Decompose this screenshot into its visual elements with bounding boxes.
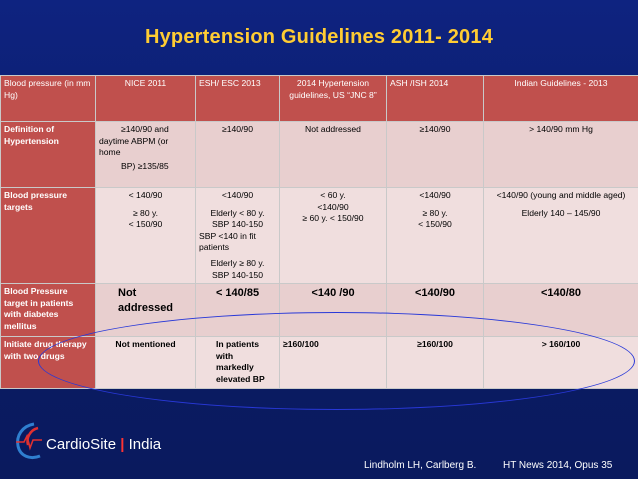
targets-esh-a: <140/90 [221, 190, 254, 200]
targets-label: Blood pressure targets [1, 188, 96, 284]
header-nice: NICE 2011 [96, 76, 196, 122]
diabetes-label: Blood Pressure target in patients with diabetes mellitus [1, 284, 96, 337]
targets-nice-a: < 140/90 [128, 190, 163, 200]
targets-nice-c: < 150/90 [128, 219, 163, 230]
targets-ash [387, 188, 484, 284]
definition-esh: ≥140/90 [196, 122, 280, 188]
targets-ash-c: < 150/90 [418, 219, 452, 230]
targets-indian-b: Elderly 140 – 145/90 [521, 207, 601, 218]
targets-nice-b: ≥ 80 y. [132, 207, 159, 218]
targets-jnc [280, 188, 387, 284]
citation-source: HT News 2014, Opus 35 [503, 460, 613, 471]
initiate-nice: Not mentioned [96, 337, 196, 388]
row-initiate [1, 337, 638, 388]
targets-indian-a: <140/90 (young and middle aged) [496, 190, 626, 200]
targets-esh-e: Elderly ≥ 80 y. [210, 257, 265, 268]
logo-name: CardioSite [46, 436, 117, 453]
definition-label: Definition of Hypertension [1, 122, 96, 188]
header-esh: ESH/ ESC 2013 [196, 76, 280, 122]
targets-esh-f: SBP 140-150 [212, 269, 263, 280]
logo-separator: | [120, 436, 125, 453]
header-indian: Indian Guidelines - 2013 [484, 76, 638, 122]
diabetes-nice: Not addressed [96, 284, 196, 337]
row-definition [1, 122, 638, 188]
initiate-jnc: ≥160/100 [280, 337, 387, 388]
targets-esh-d: SBP <140 in fit patients [199, 230, 256, 253]
targets-jnc-b: <140/90 [317, 201, 349, 212]
targets-indian [484, 188, 638, 284]
diabetes-indian: <140/80 [484, 284, 638, 337]
targets-esh-b: Elderly < 80 y. [210, 207, 265, 218]
guidelines-table [0, 75, 638, 389]
definition-indian: > 140/90 mm Hg [484, 122, 638, 188]
header-jnc: 2014 Hypertension guidelines, US “JNC 8” [280, 76, 387, 122]
logo-country: India [128, 436, 162, 453]
targets-jnc-a: < 60 y. [320, 190, 346, 200]
initiate-esh: In patients with markedly elevated BP [196, 337, 280, 388]
row-diabetes [1, 284, 638, 337]
targets-esh-c: SBP 140-150 [212, 219, 263, 230]
targets-esh [196, 188, 280, 284]
targets-ash-b: ≥ 80 y. [422, 207, 448, 218]
definition-nice [96, 122, 196, 188]
initiate-label: Initiate drug therapy with two drugs [1, 337, 96, 388]
slide-title: Hypertension Guidelines 2011- 2014 [144, 26, 494, 48]
header-ash: ASH /ISH 2014 [387, 76, 484, 122]
diabetes-esh: < 140/85 [196, 284, 280, 337]
definition-nice-line2: daytime ABPM (or home [99, 135, 169, 158]
definition-jnc: Not addressed [280, 122, 387, 188]
definition-ash: ≥140/90 [387, 122, 484, 188]
diabetes-ash: <140/90 [387, 284, 484, 337]
initiate-ash: ≥160/100 [387, 337, 484, 388]
targets-jnc-c: ≥ 60 y. < 150/90 [302, 213, 364, 224]
definition-nice-line1: ≥140/90 and [121, 124, 169, 134]
header-bp: Blood pressure (in mm Hg) [1, 76, 96, 122]
targets-nice [96, 188, 196, 284]
row-targets [1, 188, 638, 284]
logo-wordmark [46, 436, 161, 453]
targets-ash-a: <140/90 [419, 190, 451, 200]
diabetes-jnc: <140 /90 [280, 284, 387, 337]
citation-authors: Lindholm LH, Carlberg B. [364, 460, 477, 471]
definition-nice-line3: BP) ≥135/85 [121, 160, 169, 171]
initiate-indian: > 160/100 [484, 337, 638, 388]
header-row [1, 76, 638, 122]
